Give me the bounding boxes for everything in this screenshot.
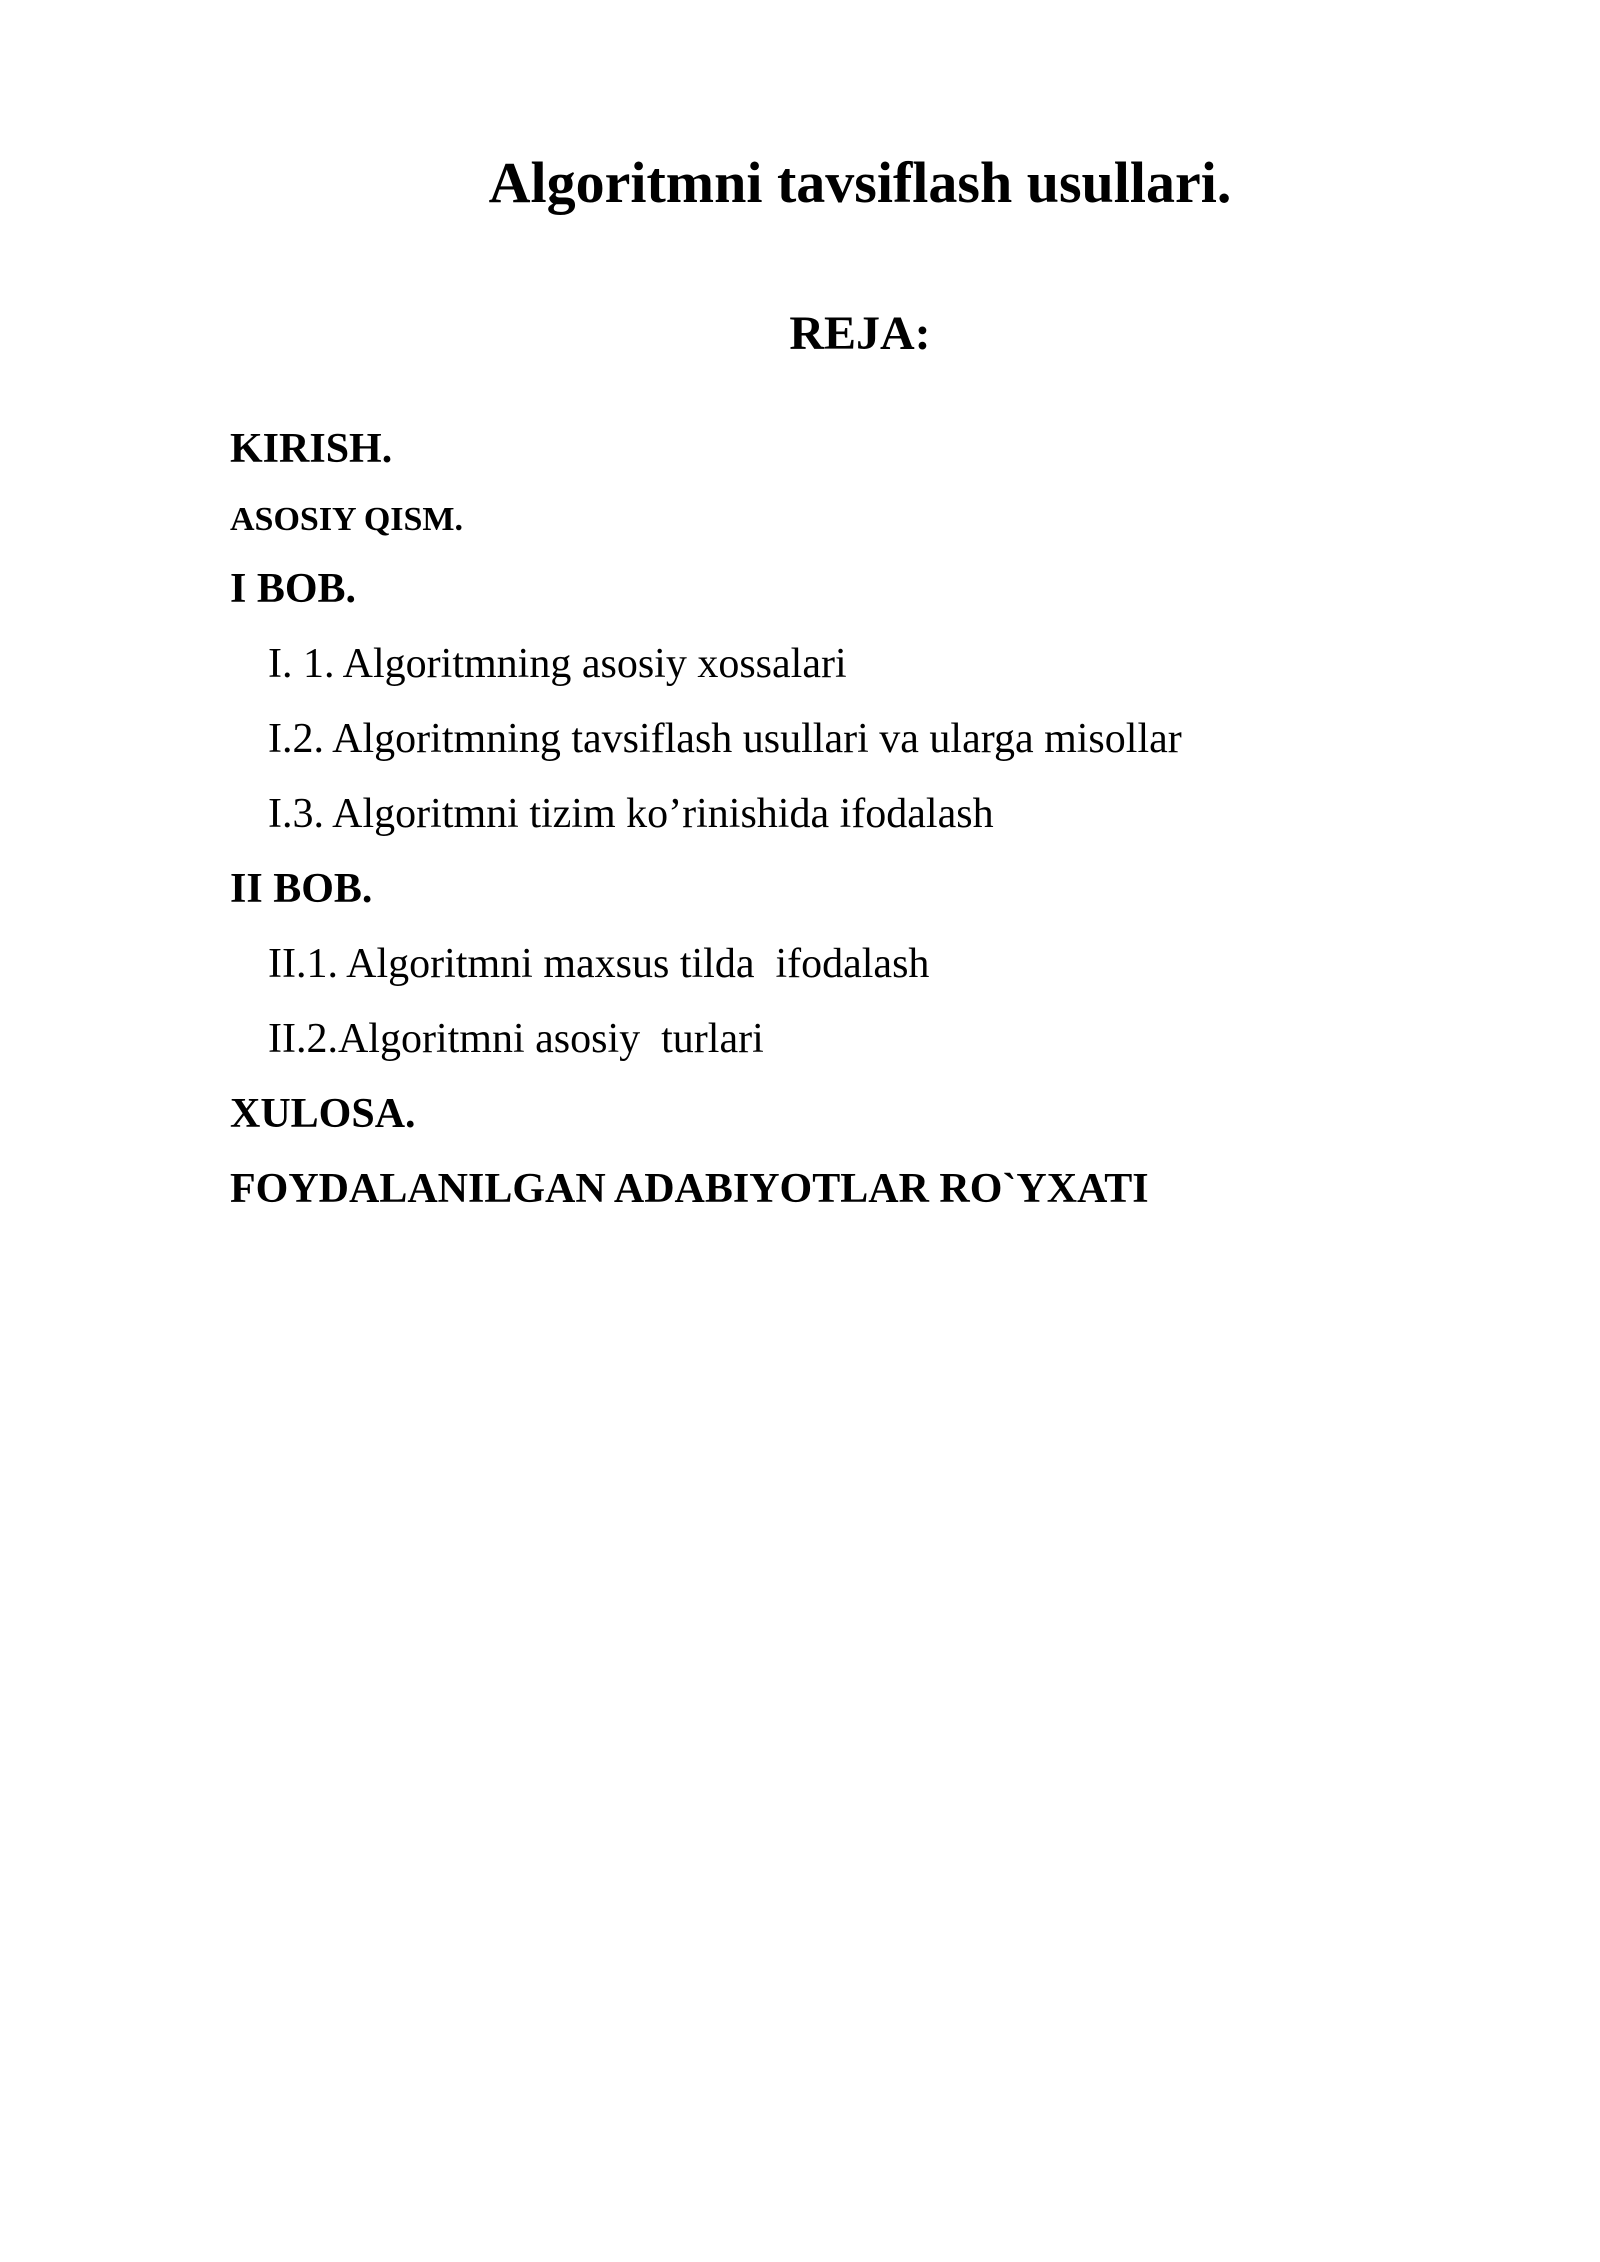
outline-item-section-1-1: I. 1. Algoritmning asosiy xossalari [268,641,847,687]
outline-item-main-part: ASOSIY QISM. [230,501,464,538]
outline-item-section-2-1: II.1. Algoritmni maxsus tilda ifodalash [268,941,930,987]
outline-item-introduction: KIRISH. [230,426,393,472]
outline-item-section-1-3: I.3. Algoritmni tizim ko’rinishida ifodalash [268,791,994,837]
outline-item-references: FOYDALANILGAN ADABIYOTLAR RO`YXATI [230,1166,1149,1212]
outline-item-section-1-2: I.2. Algoritmning tavsiflash usullari va ularga misollar [268,716,1182,762]
document-title: Algoritmni tavsiflash usullari. [488,150,1232,215]
outline-item-section-2-2: II.2.Algoritmni asosiy turlari [268,1016,764,1062]
outline-item-chapter-2: II BOB. [230,866,373,912]
outline-item-conclusion: XULOSA. [230,1091,416,1137]
plan-heading: REJA: [789,307,931,360]
plan-outline [230,412,1182,1227]
outline-item-chapter-1: I BOB. [230,566,357,612]
